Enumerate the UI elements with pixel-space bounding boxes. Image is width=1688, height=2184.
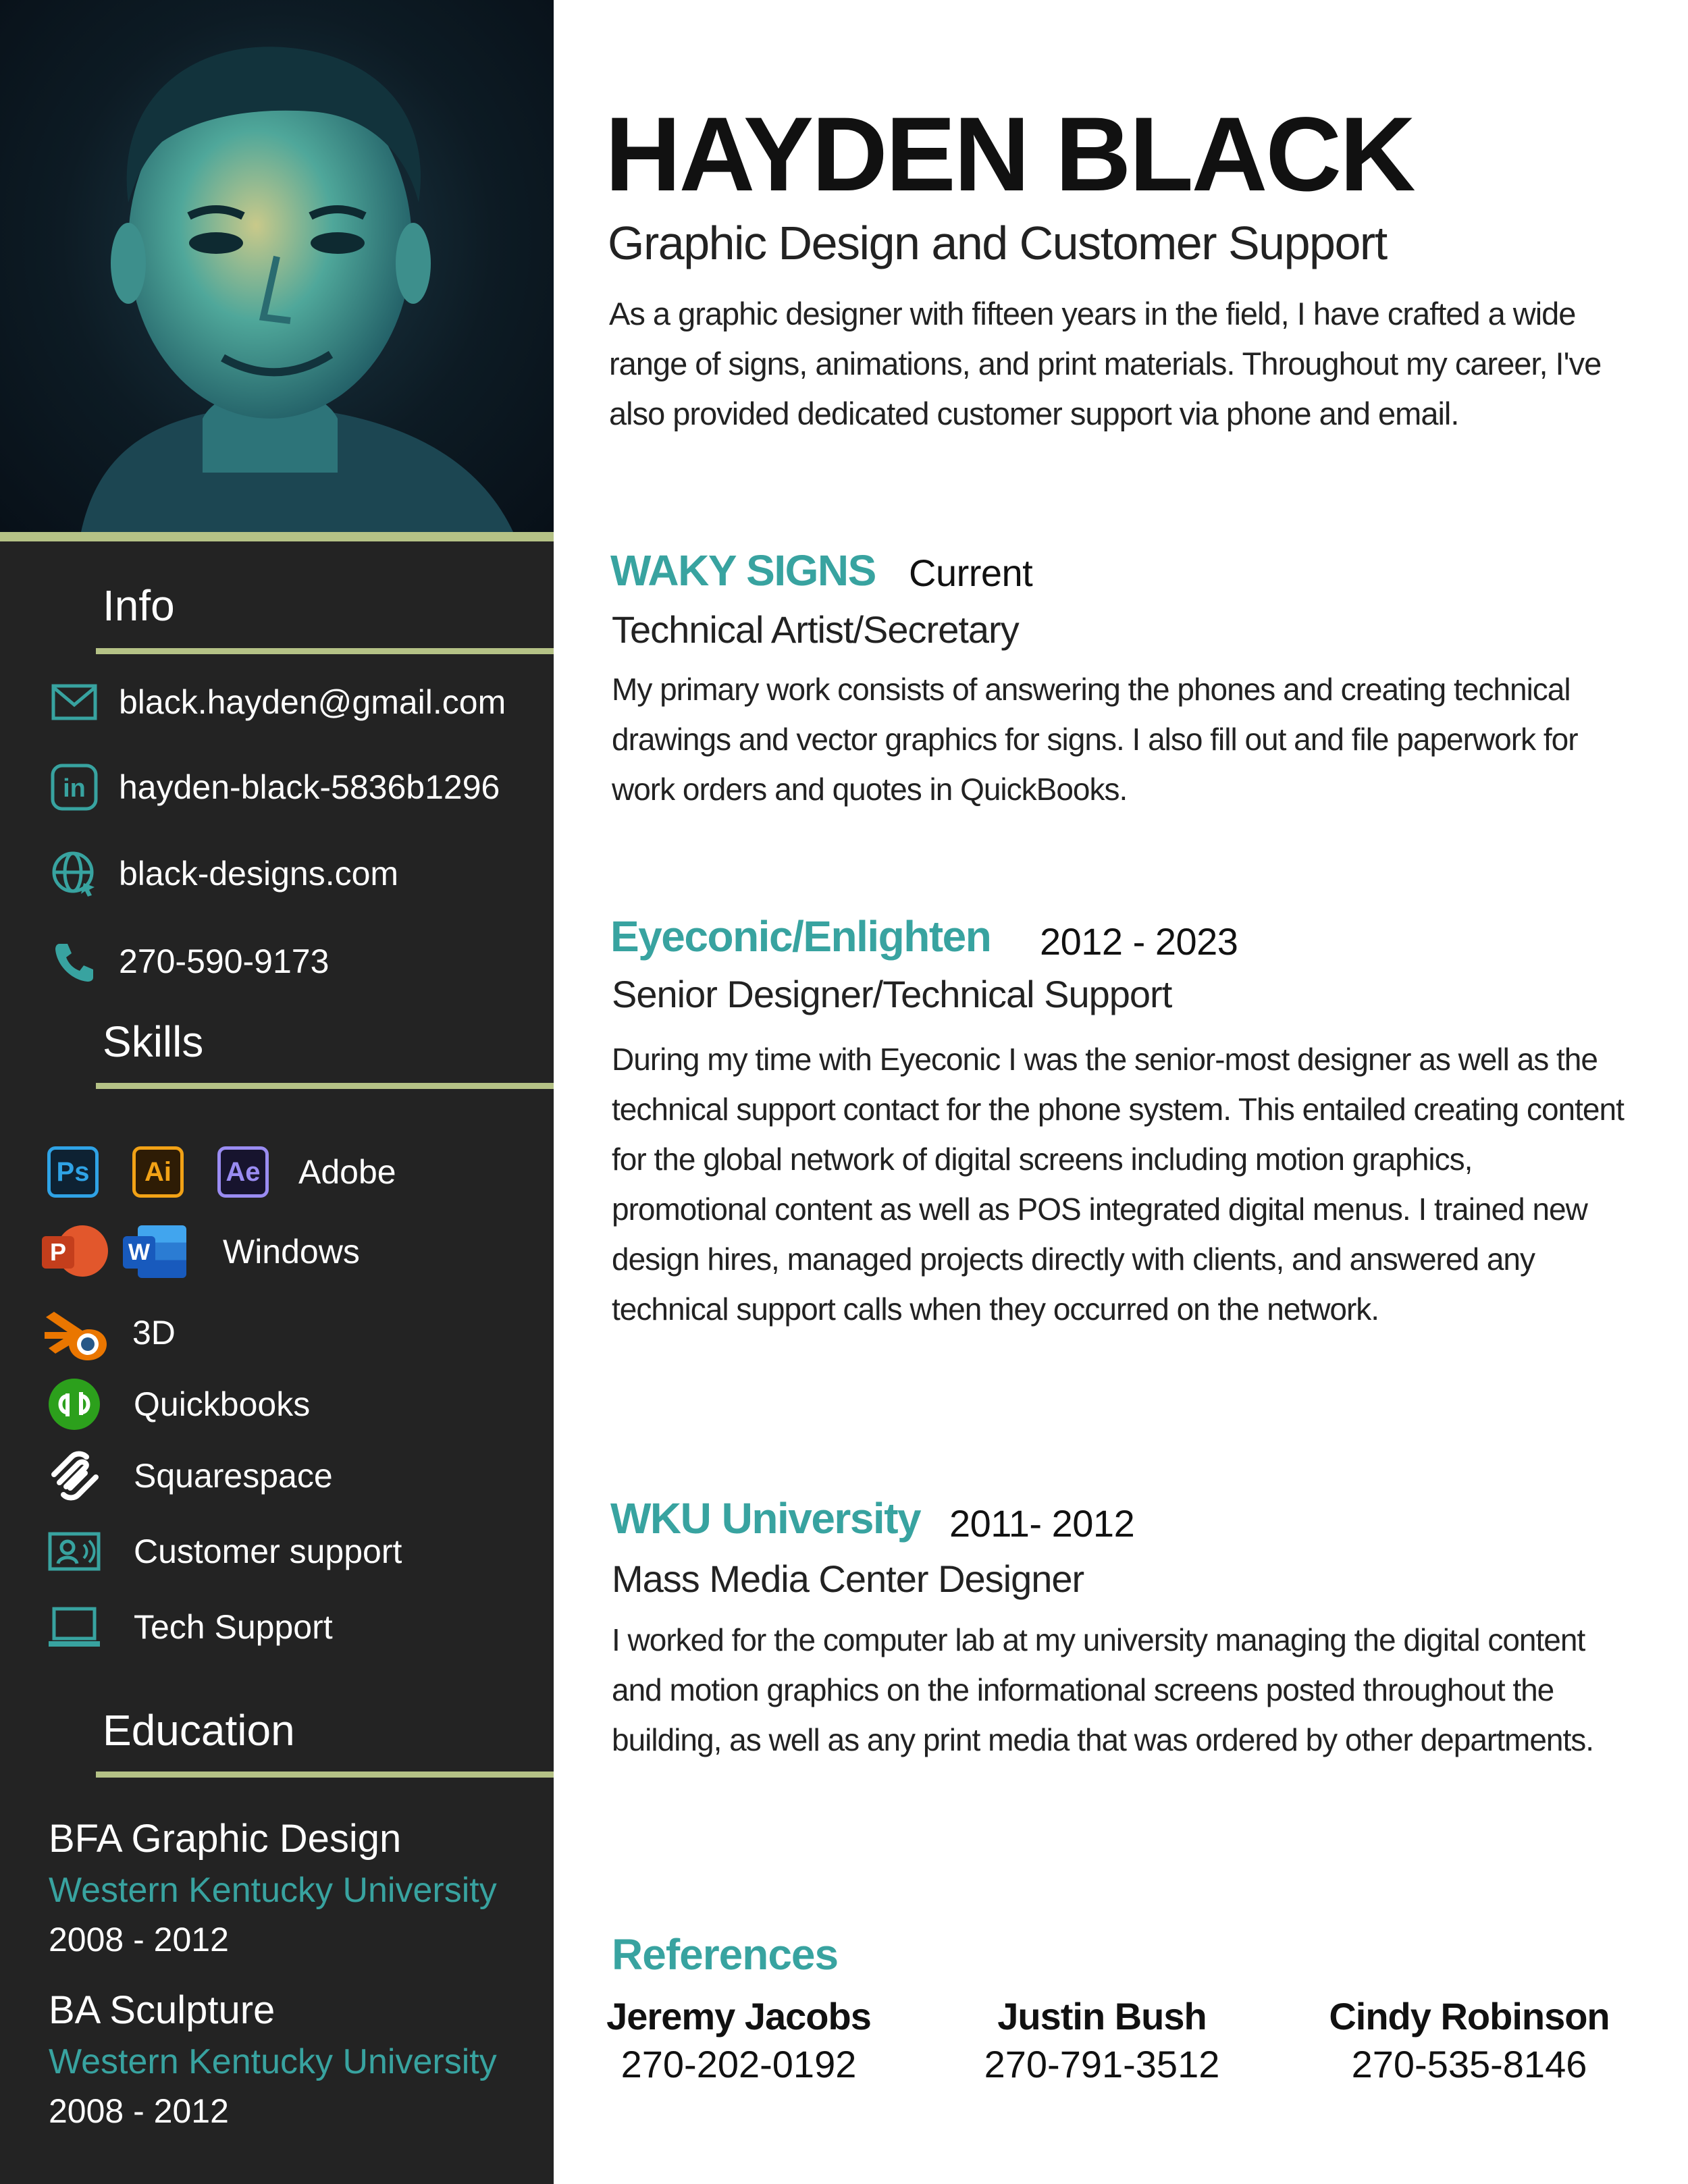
person-subtitle: Graphic Design and Customer Support <box>608 217 1387 269</box>
education-rule <box>96 1772 554 1778</box>
linkedin-text: hayden-black-5836b1296 <box>119 768 500 806</box>
job-3-title: Mass Media Center Designer <box>612 1557 1084 1600</box>
edu-school-1: Western Kentucky University <box>49 1871 497 1910</box>
summary-text: As a graphic designer with fifteen years in the field, I have crafted a wide range of signs, animations, and print materials. Throughout my career, I've also provided dedicated customer support via phone and email. <box>609 296 1602 431</box>
sidebar <box>0 0 554 2184</box>
skill-windows <box>42 1219 360 1284</box>
job-1-description: My primary work consists of answering the phones and creating technical drawings and vector graphics for signs. I also fill out and file paperwork for work orders and quotes in QuickBooks. <box>612 672 1578 807</box>
job-1-title: Technical Artist/Secretary <box>612 608 1019 651</box>
skill-squarespace-label: Squarespace <box>134 1457 333 1495</box>
reference-2 <box>913 1994 1291 2086</box>
quickbooks-icon <box>47 1377 101 1431</box>
job-3-company: WKU University <box>610 1494 921 1543</box>
linkedin-icon <box>47 760 101 814</box>
skills-heading: Skills <box>103 1017 204 1066</box>
reference-1-phone: 270-202-0192 <box>621 2043 857 2085</box>
job-1-dates: Current <box>909 552 1033 594</box>
profile-photo <box>0 0 554 532</box>
contact-card-icon <box>47 1524 101 1578</box>
portrait-illustration <box>0 0 554 532</box>
skill-3d-label: 3D <box>132 1314 176 1352</box>
edu-school-2: Western Kentucky University <box>49 2042 497 2081</box>
edu-years-2: 2008 - 2012 <box>49 2092 229 2130</box>
skill-quickbooks-label: Quickbooks <box>134 1385 311 1423</box>
email-text: black.hayden@gmail.com <box>119 683 506 721</box>
laptop-icon <box>47 1600 101 1654</box>
reference-1-name: Jeremy Jacobs <box>606 1995 871 2037</box>
job-3-dates: 2011- 2012 <box>949 1502 1135 1545</box>
reference-3-name: Cindy Robinson <box>1329 1995 1610 2037</box>
email-icon <box>47 675 101 729</box>
job-2-title: Senior Designer/Technical Support <box>612 973 1172 1015</box>
after-effects-icon: Ae <box>217 1146 269 1198</box>
globe-icon <box>47 847 101 901</box>
skills-rule <box>96 1083 554 1089</box>
skill-adobe-label: Adobe <box>298 1153 396 1191</box>
info-heading: Info <box>103 581 175 630</box>
skill-squarespace <box>47 1443 333 1508</box>
job-2-description: During my time with Eyeconic I was the senior-most designer as well as the technical support contact for the phone system. This entailed creating content for the global network of digital screens including motion graphics, promotional content as well as POS integrated digital menus. I trained new design hires, managed projects directly with clients, and answered any technical support calls when they occurred on the network. <box>612 1042 1624 1327</box>
skill-3d <box>41 1300 176 1365</box>
reference-2-phone: 270-791-3512 <box>984 2043 1220 2085</box>
linkedin-row[interactable] <box>47 760 547 814</box>
squarespace-icon <box>47 1449 101 1503</box>
job-3-description: I worked for the computer lab at my university managing the digital content and motion graphics on the informational screens posted throughout the building, as well as any print media that was ordered by other departments. <box>612 1622 1594 1757</box>
powerpoint-icon: P <box>42 1223 107 1281</box>
website-text: black-designs.com <box>119 855 399 893</box>
photo-divider <box>0 532 554 541</box>
phone-icon <box>47 934 101 988</box>
phone-row[interactable] <box>47 934 547 988</box>
illustrator-icon: Ai <box>132 1146 184 1198</box>
skill-tech-support-label: Tech Support <box>134 1608 333 1646</box>
references-heading: References <box>612 1930 839 1979</box>
skill-quickbooks <box>47 1372 310 1437</box>
edu-years-1: 2008 - 2012 <box>49 1921 229 1959</box>
reference-3 <box>1280 1994 1658 2086</box>
skill-tech-support <box>47 1595 333 1659</box>
skill-customer-support-label: Customer support <box>134 1533 402 1570</box>
photoshop-icon: Ps <box>47 1146 99 1198</box>
info-rule <box>96 648 554 654</box>
word-icon: W <box>123 1223 188 1281</box>
blender-icon <box>41 1302 108 1363</box>
edu-degree-2: BA Sculpture <box>49 1988 275 2032</box>
skill-customer-support <box>47 1519 402 1584</box>
job-1-company: WAKY SIGNS <box>610 546 876 595</box>
job-2-dates: 2012 - 2023 <box>1040 920 1238 963</box>
reference-1 <box>550 1994 928 2086</box>
phone-text: 270-590-9173 <box>119 942 329 980</box>
person-name: HAYDEN BLACK <box>605 96 1414 213</box>
skill-windows-label: Windows <box>223 1233 360 1271</box>
website-row[interactable] <box>47 847 547 901</box>
email-row[interactable] <box>47 675 547 729</box>
reference-2-name: Justin Bush <box>997 1995 1207 2037</box>
skill-adobe <box>47 1140 396 1204</box>
job-2-company: Eyeconic/Enlighten <box>610 912 991 961</box>
reference-3-phone: 270-535-8146 <box>1351 2043 1587 2085</box>
education-heading: Education <box>103 1706 295 1755</box>
svg-text:in: in <box>63 774 86 803</box>
edu-degree-1: BFA Graphic Design <box>49 1817 402 1861</box>
